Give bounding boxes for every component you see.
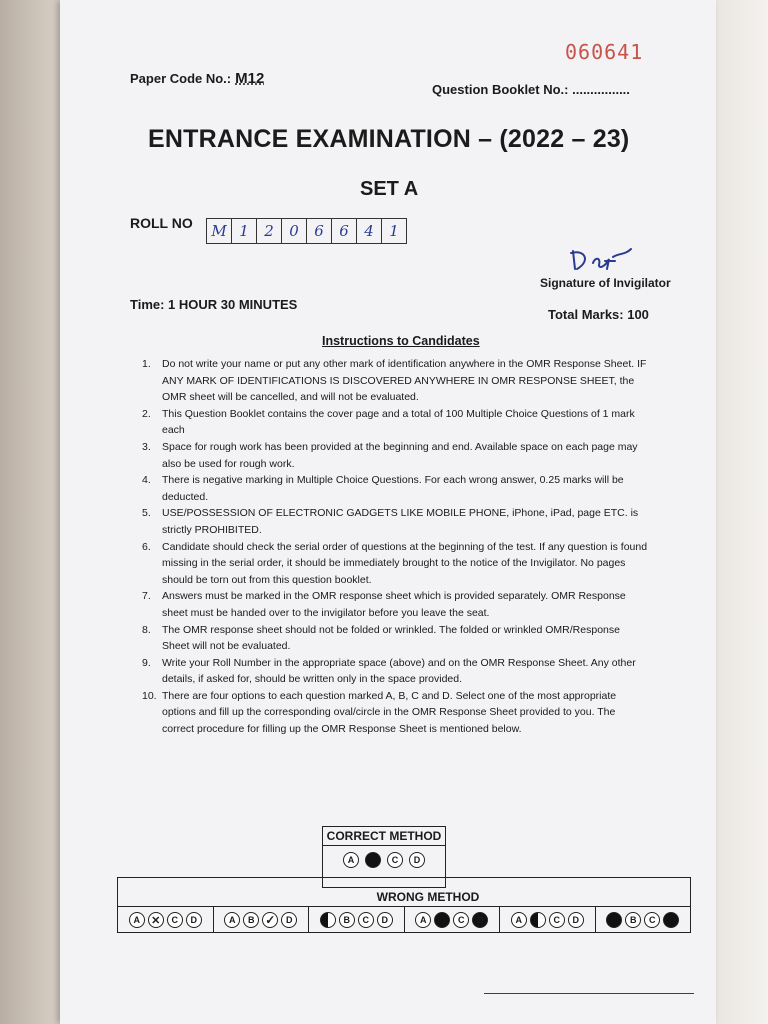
roll-digit: 1 bbox=[232, 219, 257, 243]
omr-bubble: D bbox=[186, 912, 202, 928]
instruction-number: 5. bbox=[142, 507, 151, 520]
instruction-item bbox=[142, 406, 650, 439]
omr-bubble: B bbox=[243, 912, 259, 928]
instruction-number: 3. bbox=[142, 440, 151, 453]
instruction-number: 6. bbox=[142, 540, 151, 553]
wrong-method-group bbox=[309, 907, 405, 933]
omr-bubble: D bbox=[377, 912, 393, 928]
instruction-item bbox=[142, 622, 650, 655]
instruction-text: Write your Roll Number in the appropriate space (above) and on the OMR Response Sheet. Any other details, if asked for, should be written only in the space provided. bbox=[162, 656, 636, 686]
paper-code-value: M12 bbox=[235, 70, 265, 87]
wrong-method-box bbox=[117, 877, 691, 933]
roll-digit: 6 bbox=[307, 219, 332, 243]
omr-bubble: C bbox=[644, 912, 660, 928]
omr-bubble bbox=[606, 912, 622, 928]
omr-bubble: D bbox=[568, 912, 584, 928]
omr-bubble: A bbox=[224, 912, 240, 928]
page-title: ENTRANCE EXAMINATION – (2022 – 23) bbox=[148, 125, 630, 153]
instruction-text: Candidate should check the serial order of questions at the beginning of the test. If any question is found missing in the serial order, it should be immediately brought to the notice of the Invigilator. No pages should be torn out from this question booklet. bbox=[162, 540, 648, 586]
omr-bubble: D bbox=[472, 912, 488, 928]
omr-bubble: D bbox=[281, 912, 297, 928]
instruction-text: Do not write your name or put any other mark of identification anywhere in the OMR Response Sheet. IF ANY MARK OF IDENTIFICATIONS IS DISCOVERED ANYWHERE IN OMR RESPONSE SHEET, the OMR sheet will be cancelled, and will not be evaluated. bbox=[162, 358, 647, 404]
omr-bubble bbox=[434, 912, 450, 928]
omr-bubble: A bbox=[343, 852, 359, 868]
roll-digit: M bbox=[207, 219, 232, 243]
wrong-method-group bbox=[214, 907, 310, 933]
omr-bubble bbox=[262, 912, 278, 928]
roll-number-boxes bbox=[206, 218, 407, 244]
instruction-text: Space for rough work has been provided at the beginning and end. Available space on each page may also be used for rough work. bbox=[162, 440, 638, 470]
omr-bubble: C bbox=[453, 912, 469, 928]
instructions-list bbox=[142, 356, 650, 738]
omr-bubble: A bbox=[511, 912, 527, 928]
roll-digit: 0 bbox=[282, 219, 307, 243]
omr-bubble bbox=[530, 912, 546, 928]
instruction-item bbox=[142, 439, 650, 472]
correct-method-label: CORRECT METHOD bbox=[323, 827, 445, 846]
instruction-number: 4. bbox=[142, 474, 151, 487]
background-right bbox=[714, 0, 768, 1024]
instruction-item bbox=[142, 356, 650, 406]
set-label: SET A bbox=[360, 178, 419, 200]
instruction-item bbox=[142, 472, 650, 505]
omr-bubble: A bbox=[415, 912, 431, 928]
wrong-method-group bbox=[500, 907, 596, 933]
omr-bubble: D bbox=[409, 852, 425, 868]
paper-code-label: Paper Code No.: bbox=[130, 71, 232, 86]
booklet-number-label: Question Booklet No.: ................ bbox=[432, 82, 630, 97]
instruction-item bbox=[142, 655, 650, 688]
instruction-item bbox=[142, 588, 650, 621]
instruction-text: Answers must be marked in the OMR response sheet which is provided separately. OMR Response sheet must be handed over to the invigilator before you leave the seat. bbox=[162, 590, 626, 619]
exam-sheet bbox=[60, 0, 716, 1024]
wrong-method-bubbles bbox=[118, 906, 690, 933]
wrong-method-group bbox=[405, 907, 501, 933]
roll-digit: 6 bbox=[332, 219, 357, 243]
instructions-title: Instructions to Candidates bbox=[322, 334, 480, 348]
omr-bubble: C bbox=[358, 912, 374, 928]
instruction-item bbox=[142, 539, 650, 589]
instruction-text: There is negative marking in Multiple Choice Questions. For each wrong answer, 0.25 marks will be deducted. bbox=[162, 474, 624, 503]
omr-bubble: C bbox=[167, 912, 183, 928]
wrong-method-group bbox=[596, 907, 691, 933]
roll-digit: 4 bbox=[357, 219, 382, 243]
omr-bubble: C bbox=[387, 852, 403, 868]
instruction-item bbox=[142, 505, 650, 538]
wrong-method-group bbox=[118, 907, 214, 933]
instruction-number: 8. bbox=[142, 623, 151, 636]
instruction-number: 10. bbox=[142, 689, 157, 702]
paper-code bbox=[130, 70, 264, 87]
omr-bubble bbox=[320, 912, 336, 928]
instruction-text: The OMR response sheet should not be folded or wrinkled. The folded or wrinkled OMR/Response Sheet will not be evaluated. bbox=[162, 623, 620, 653]
correct-method-bubbles bbox=[323, 846, 445, 868]
instruction-number: 2. bbox=[142, 407, 151, 420]
omr-bubble: B bbox=[625, 912, 641, 928]
signature-icon bbox=[565, 245, 635, 277]
omr-bubble bbox=[148, 912, 164, 928]
omr-bubble: A bbox=[129, 912, 145, 928]
time-label: Time: 1 HOUR 30 MINUTES bbox=[130, 297, 298, 312]
wrong-method-label: WRONG METHOD bbox=[376, 890, 480, 904]
omr-bubble bbox=[663, 912, 679, 928]
omr-bubble: C bbox=[549, 912, 565, 928]
roll-digit: 1 bbox=[389, 222, 399, 240]
instruction-text: There are four options to each question marked A, B, C and D. Select one of the most appropriate options and fill up the corresponding oval/circle in the OMR Response Sheet provided to you. The correct procedure for filling up the OMR Response Sheet is mentioned below. bbox=[162, 689, 617, 736]
serial-number: 060641 bbox=[565, 40, 644, 64]
instruction-number: 1. bbox=[142, 358, 151, 370]
roll-no-label: ROLL NO bbox=[130, 215, 193, 231]
signature-label: Signature of Invigilator bbox=[540, 276, 671, 290]
roll-digit: 2 bbox=[257, 219, 282, 243]
omr-bubble: B bbox=[339, 912, 355, 928]
instruction-item bbox=[142, 688, 650, 738]
total-marks-label: Total Marks: 100 bbox=[548, 307, 649, 322]
omr-bubble bbox=[365, 852, 381, 868]
instruction-text: USE/POSSESSION OF ELECTRONIC GADGETS LIKE MOBILE PHONE, iPhone, iPad, page ETC. is strictly PROHIBITED. bbox=[162, 507, 639, 536]
footer-line bbox=[484, 993, 694, 994]
instruction-number: 9. bbox=[142, 656, 151, 669]
background-left bbox=[0, 0, 62, 1024]
instruction-text: This Question Booklet contains the cover page and a total of 100 Multiple Choice Questions of 1 mark each bbox=[162, 407, 635, 437]
instruction-number: 7. bbox=[142, 590, 151, 603]
